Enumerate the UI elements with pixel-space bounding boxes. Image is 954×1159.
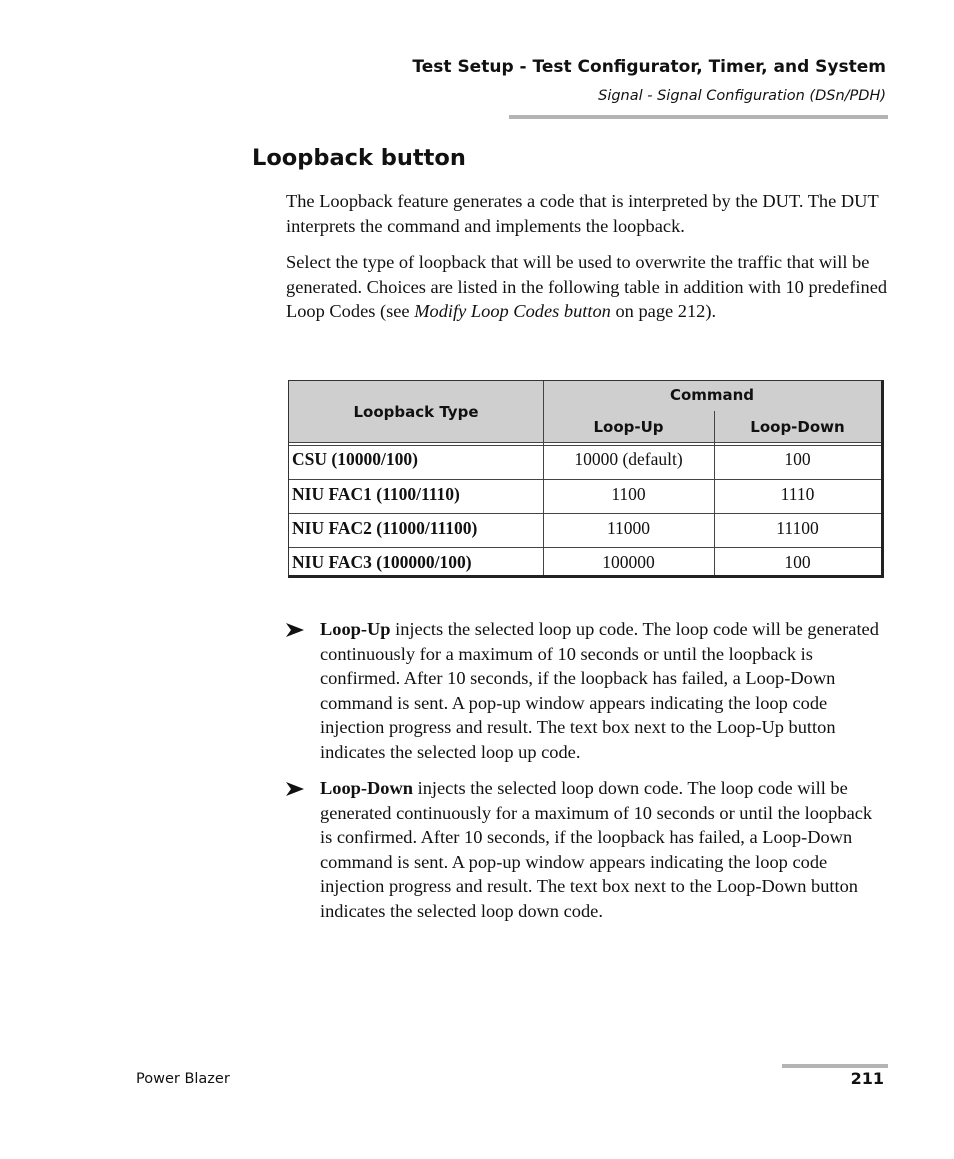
- bullet-description: injects the selected loop down code. The loop code will be generated continuously for a maximum of 10 seconds or until the loopback is confirmed. After 10 seconds, if the loopback has failed, a Loop-Down command is sent. A pop-up window appears indicating the loop code injection progress and result. The text box next to the Loop-Down button indicates the selected loop down code.: [320, 778, 873, 921]
- header-loop-up: Loop-Up: [593, 417, 664, 436]
- bullet-description: injects the selected loop up code. The loop code will be generated continuously for a maximum of 10 seconds or until the loopback is confirmed. After 10 seconds, if the loopback has failed, a Loop-Down command is sent. A pop-up window appears indicating the loop code injection progress and result. The text box next to the Loop-Up button indicates the selected loop up code.: [320, 619, 879, 762]
- bullet-arrow-icon: [285, 780, 305, 798]
- bullet-text: [320, 617, 888, 765]
- cell-type: NIU FAC1 (1100/1110): [292, 484, 460, 504]
- cell-type: NIU FAC3 (100000/100): [292, 552, 472, 572]
- paragraph-select-text: Select the type of loopback that will be used to overwrite the traffic that will be generated. Choices are listed in the following table in addition with 10 predefined Loop Codes (see: [286, 252, 888, 322]
- bullet-arrow-icon: [285, 621, 305, 639]
- paragraph-select-text-end: on page 212).: [610, 301, 717, 322]
- bullet-term: Loop-Up: [320, 619, 391, 639]
- header-loop-down: Loop-Down: [750, 417, 845, 436]
- cell-loop-down: 11100: [776, 518, 819, 538]
- bullet-text: [320, 776, 888, 924]
- table-row: [289, 545, 881, 579]
- table-row: [289, 511, 881, 545]
- cell-loop-down: 100: [784, 552, 811, 572]
- table-row: [289, 442, 881, 476]
- header-subtitle: Signal - Signal Configuration (DSn/PDH): [598, 88, 886, 104]
- cell-type: NIU FAC2 (11000/11100): [292, 518, 478, 538]
- page-number: 211: [850, 1069, 884, 1088]
- bullet-term: Loop-Down: [320, 778, 413, 798]
- cell-type: CSU (10000/100): [292, 449, 418, 469]
- header-command: Command: [669, 386, 755, 404]
- header-loopback-type: Loopback Type: [353, 402, 479, 421]
- loopback-table: [288, 380, 884, 578]
- cell-loop-up: 1100: [611, 484, 646, 504]
- table-header: [289, 381, 881, 442]
- paragraph-intro: The Loopback feature generates a code that is interpreted by the DUT. The DUT interprets the command and implements the loopback.: [286, 191, 879, 236]
- cell-loop-up: 100000: [602, 552, 655, 572]
- paragraph-select: [286, 250, 890, 324]
- header-rule: [509, 115, 888, 119]
- cell-loop-up: 11000: [606, 518, 651, 538]
- cell-loop-down: 100: [784, 449, 811, 469]
- cell-loop-down: 1110: [780, 484, 815, 504]
- footer-product: Power Blazer: [136, 1071, 230, 1087]
- footer-rule: [782, 1064, 888, 1068]
- header-title: Test Setup - Test Configurator, Timer, and System: [412, 57, 886, 77]
- section-title: Loopback button: [252, 145, 466, 171]
- cell-loop-up: 10000 (default): [574, 449, 683, 469]
- table-row: [289, 477, 881, 511]
- cross-reference-link[interactable]: Modify Loop Codes button: [414, 301, 611, 322]
